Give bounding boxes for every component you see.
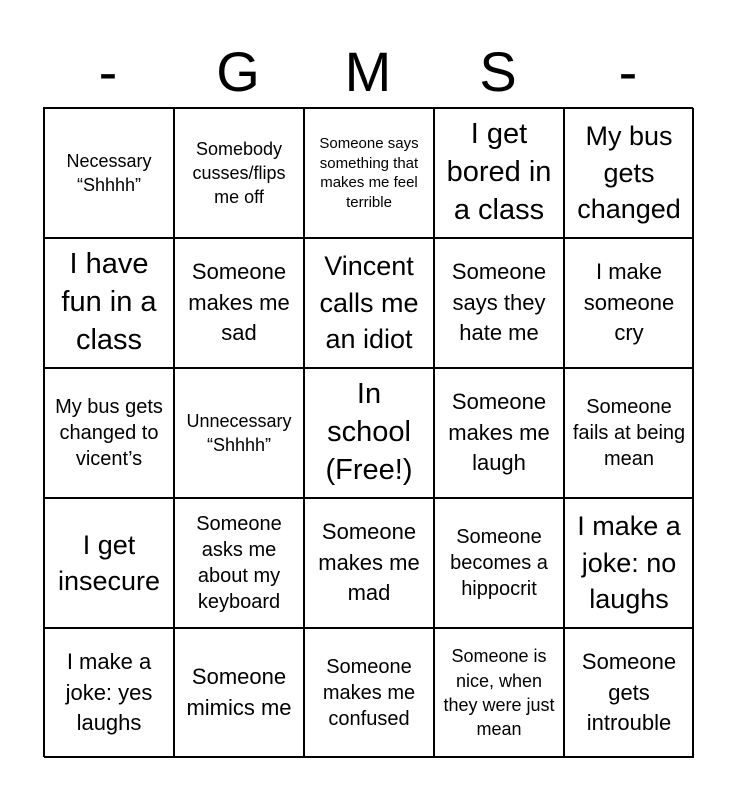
cell-text: I get bored in a class bbox=[446, 118, 552, 226]
bingo-cell-r4c1[interactable] bbox=[44, 498, 174, 628]
cell-text: Someone makes me laugh bbox=[448, 388, 550, 476]
bingo-cell-r1c2[interactable] bbox=[174, 108, 304, 238]
bingo-board bbox=[43, 107, 693, 757]
cell-text: Unnecessary “Shhhh” bbox=[186, 410, 292, 455]
bingo-cell-r4c3[interactable] bbox=[304, 498, 434, 628]
cell-text: Someone is nice, when they were just mean bbox=[443, 646, 555, 740]
cell-text: I make a joke: yes laughs bbox=[65, 648, 153, 736]
bingo-cell-r4c2[interactable] bbox=[174, 498, 304, 628]
bingo-cell-r2c1[interactable] bbox=[44, 238, 174, 368]
cell-text: Somebody cusses/flips me off bbox=[192, 138, 286, 208]
bingo-cell-r3c5[interactable] bbox=[564, 368, 694, 498]
header-letter-s: S bbox=[479, 40, 517, 103]
cell-text: Someone asks me about my keyboard bbox=[196, 513, 282, 613]
bingo-cell-r3c2[interactable] bbox=[174, 368, 304, 498]
bingo-cell-r2c3[interactable] bbox=[304, 238, 434, 368]
cell-text: Someone becomes a hippocrit bbox=[450, 526, 548, 600]
bingo-cell-r2c5[interactable] bbox=[564, 238, 694, 368]
cell-text: Someone mimics me bbox=[186, 664, 292, 720]
bingo-header bbox=[43, 36, 693, 108]
bingo-cell-r3c1[interactable] bbox=[44, 368, 174, 498]
bingo-cell-r2c2[interactable] bbox=[174, 238, 304, 368]
cell-text: My bus gets changed bbox=[577, 121, 681, 225]
cell-text: Someone fails at being mean bbox=[572, 396, 686, 470]
bingo-cell-r5c5[interactable] bbox=[564, 628, 694, 758]
cell-text: Someone says they hate me bbox=[451, 258, 547, 346]
cell-text: My bus gets changed to vicent’s bbox=[55, 396, 163, 470]
free-space[interactable] bbox=[304, 368, 434, 498]
cell-text: Vincent calls me an idiot bbox=[319, 251, 419, 355]
bingo-cell-r1c4[interactable] bbox=[434, 108, 564, 238]
bingo-cell-r4c4[interactable] bbox=[434, 498, 564, 628]
cell-text: I have fun in a class bbox=[61, 248, 157, 356]
bingo-cell-r2c4[interactable] bbox=[434, 238, 564, 368]
bingo-cell-r5c4[interactable] bbox=[434, 628, 564, 758]
header-letter-5: - bbox=[618, 40, 638, 103]
header-letter-1: - bbox=[98, 40, 118, 103]
cell-text: Someone says something that makes me feel terrible bbox=[319, 135, 419, 211]
bingo-cell-r3c4[interactable] bbox=[434, 368, 564, 498]
bingo-cell-r5c2[interactable] bbox=[174, 628, 304, 758]
bingo-cell-r5c1[interactable] bbox=[44, 628, 174, 758]
bingo-cell-r1c5[interactable] bbox=[564, 108, 694, 238]
header-letter-g: G bbox=[216, 40, 260, 103]
bingo-cell-r1c3[interactable] bbox=[304, 108, 434, 238]
cell-text: I make a joke: no laughs bbox=[577, 511, 681, 615]
cell-text: I get insecure bbox=[57, 529, 161, 596]
cell-text: Someone makes me confused bbox=[322, 656, 416, 730]
bingo-cell-r5c3[interactable] bbox=[304, 628, 434, 758]
bingo-cell-r4c5[interactable] bbox=[564, 498, 694, 628]
cell-text: Necessary “Shhhh” bbox=[66, 150, 152, 195]
bingo-cell-r1c1[interactable] bbox=[44, 108, 174, 238]
cell-text: Someone makes me mad bbox=[318, 518, 420, 606]
cell-text: In school (Free!) bbox=[325, 378, 413, 486]
header-letter-m: M bbox=[344, 40, 392, 103]
cell-text: Someone makes me sad bbox=[188, 258, 290, 346]
cell-text: I make someone cry bbox=[583, 258, 675, 346]
cell-text: Someone gets introuble bbox=[581, 648, 677, 736]
